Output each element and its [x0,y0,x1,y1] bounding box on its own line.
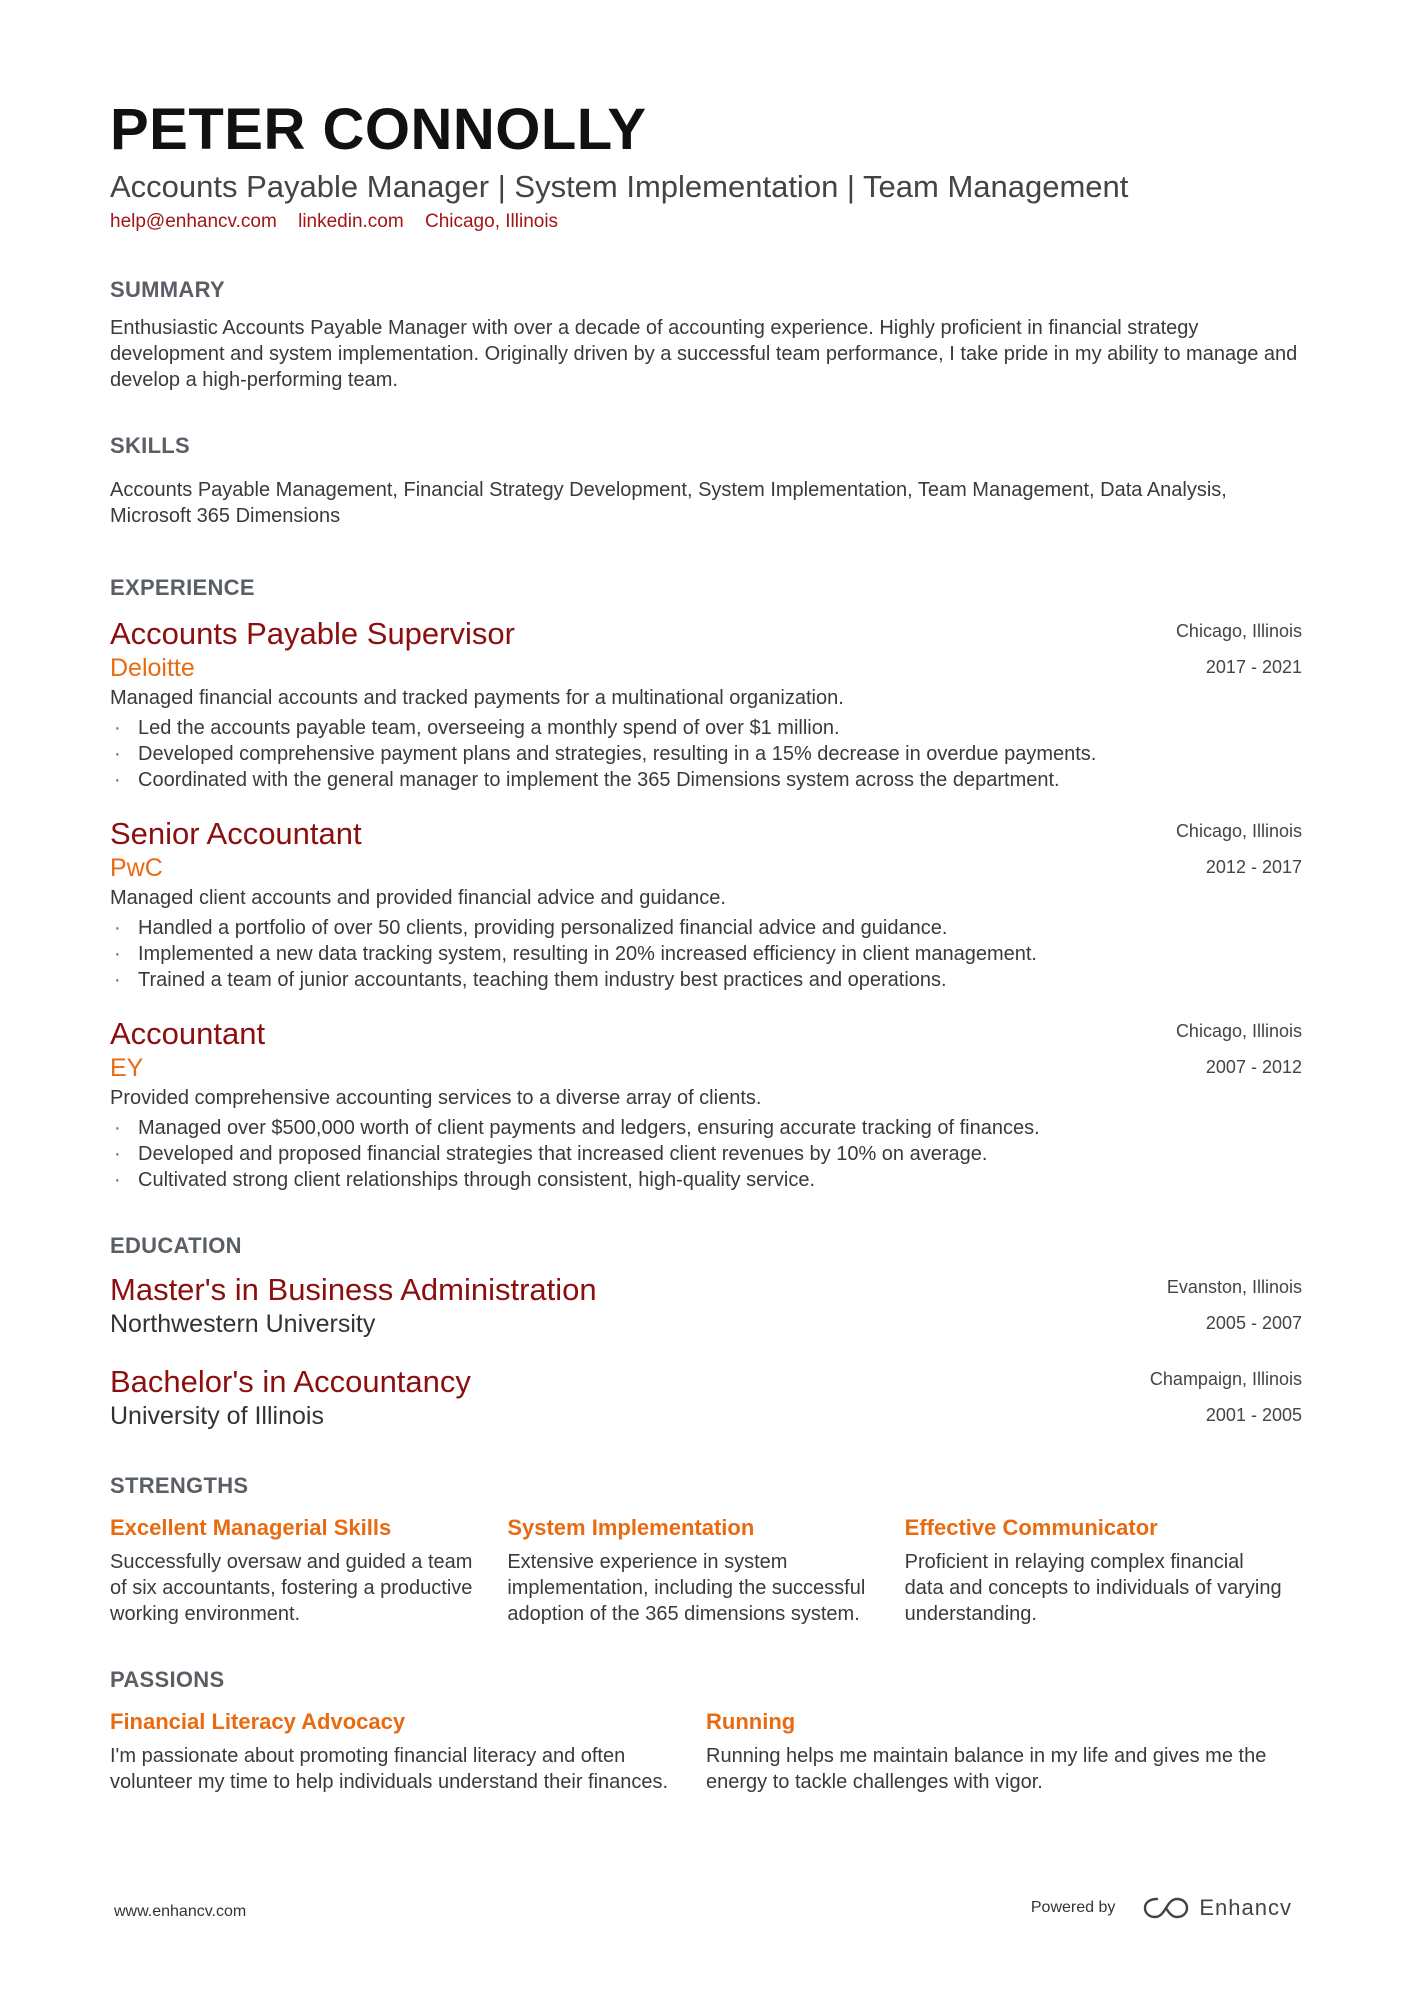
list-item: · Handled a portfolio of over 50 clients, providing personalized financial advice and guidance. [110,915,1302,941]
passions-section [110,1667,1302,1795]
job-description: Managed financial accounts and tracked payments for a multinational organization. [110,687,844,709]
list-item: · Implemented a new data tracking system, resulting in 20% increased efficiency in client management. [110,941,1302,967]
location-text: Chicago, Illinois [424,211,559,232]
passion-item [110,1707,706,1795]
entry-meta [1150,1361,1302,1433]
job-title: Senior Accountant [110,816,362,851]
list-item: · Developed and proposed financial strategies that increased client revenues by 10% on average. [110,1141,1302,1167]
page-footer [114,1893,1292,1933]
degree-title: Master's in Business Administration [110,1272,597,1307]
job-location: Chicago, Illinois [1175,1021,1302,1041]
experience-entry [110,1015,1302,1193]
contact-info [110,209,1302,235]
job-location: Chicago, Illinois [1175,821,1302,841]
education-entry [110,1363,1302,1431]
school-dates: 2005 - 2007 [1205,1313,1302,1333]
summary-section [110,277,1302,393]
list-item: · Led the accounts payable team, overseeing a monthly spend of over $1 million. [110,715,1302,741]
strengths-grid [110,1513,1302,1627]
brand-name: Enhancv [1199,1895,1292,1920]
entry-meta [1176,813,1302,885]
company-name: Deloitte [110,654,195,682]
passion-title: Running [706,1709,796,1734]
school-location: Champaign, Illinois [1149,1369,1302,1389]
strength-text: Successfully oversaw and guided a team of six accountants, fostering a productive working environment. [110,1551,473,1625]
footer-url[interactable]: www.enhancv.com [114,1903,247,1920]
job-description: Provided comprehensive accounting services to a diverse array of clients. [110,1087,762,1109]
section-title: EDUCATION [110,1233,242,1258]
strength-text: Extensive experience in system implementation, including the successful adoption of the 365 dimensions system. [507,1551,866,1625]
experience-section [110,575,1302,1193]
linkedin-link[interactable]: linkedin.com [298,211,404,232]
job-dates: 2007 - 2012 [1205,1057,1302,1077]
job-dates: 2017 - 2021 [1205,657,1302,677]
entry-meta [1176,1013,1302,1085]
experience-entry [110,615,1302,793]
strength-title: System Implementation [507,1515,755,1540]
job-title: Accountant [110,1016,266,1051]
powered-by [1031,1895,1292,1921]
headline: Accounts Payable Manager | System Implementation | Team Management [110,169,1129,204]
strength-title: Excellent Managerial Skills [110,1515,392,1540]
strength-title: Effective Communicator [904,1515,1158,1540]
job-description: Managed client accounts and provided financial advice and guidance. [110,887,726,909]
section-title: EXPERIENCE [110,575,255,600]
school-location: Evanston, Illinois [1166,1277,1302,1297]
resume-header [110,95,1302,235]
passion-item [706,1707,1302,1795]
skills-section [110,433,1302,529]
education-section [110,1233,1302,1431]
strength-text: Proficient in relaying complex financial data and concepts to individuals of varying understanding. [904,1551,1282,1625]
list-item: · Coordinated with the general manager to implement the 365 Dimensions system across the department. [110,767,1302,793]
passions-grid [110,1707,1302,1795]
enhancv-logo-icon [1143,1895,1189,1921]
skills-text: Accounts Payable Management, Financial Strategy Development, System Implementation, Team Management, Data Analysis, Microsoft 365 Dimensions [110,479,1227,527]
achievement-list [110,915,1302,993]
school-name: University of Illinois [110,1402,324,1430]
job-title: Accounts Payable Supervisor [110,616,515,651]
strengths-section [110,1473,1302,1627]
company-name: EY [110,1054,144,1082]
strength-item [905,1513,1302,1627]
education-entry [110,1271,1302,1339]
powered-by-label: Powered by [1030,1899,1116,1916]
achievement-list [110,1115,1302,1193]
section-title: PASSIONS [110,1667,225,1692]
section-title: STRENGTHS [110,1473,249,1498]
strength-item [507,1513,904,1627]
company-name: PwC [110,854,163,882]
list-item: · Managed over $500,000 worth of client payments and ledgers, ensuring accurate tracking of finances. [110,1115,1302,1141]
strength-item [110,1513,507,1627]
school-name: Northwestern University [110,1310,376,1338]
candidate-name: PETER CONNOLLY [110,97,647,162]
passion-text: I'm passionate about promoting financial literacy and often volunteer my time to help individuals understand their finances. [110,1745,669,1793]
email-link[interactable]: help@enhancv.com [110,211,277,232]
passion-text: Running helps me maintain balance in my life and gives me the energy to tackle challenges with vigor. [706,1745,1267,1793]
achievement-list [110,715,1302,793]
entry-meta [1176,613,1302,685]
entry-meta [1167,1269,1302,1341]
section-title: SUMMARY [110,277,225,302]
experience-entry [110,815,1302,993]
passion-title: Financial Literacy Advocacy [110,1709,406,1734]
degree-title: Bachelor's in Accountancy [110,1364,471,1399]
list-item: · Trained a team of junior accountants, teaching them industry best practices and operations. [110,967,1302,993]
summary-text: Enthusiastic Accounts Payable Manager with over a decade of accounting experience. Highly proficient in financial strategy development and system implementation. Originally driven by a successful team performance, I take pride in my ability to manage and develop a high-performing team. [110,317,1298,391]
section-title: SKILLS [110,433,191,458]
list-item: · Cultivated strong client relationships through consistent, high-quality service. [110,1167,1302,1193]
job-location: Chicago, Illinois [1175,621,1302,641]
job-dates: 2012 - 2017 [1205,857,1302,877]
school-dates: 2001 - 2005 [1205,1405,1302,1425]
list-item: · Developed comprehensive payment plans and strategies, resulting in a 15% decrease in overdue payments. [110,741,1302,767]
